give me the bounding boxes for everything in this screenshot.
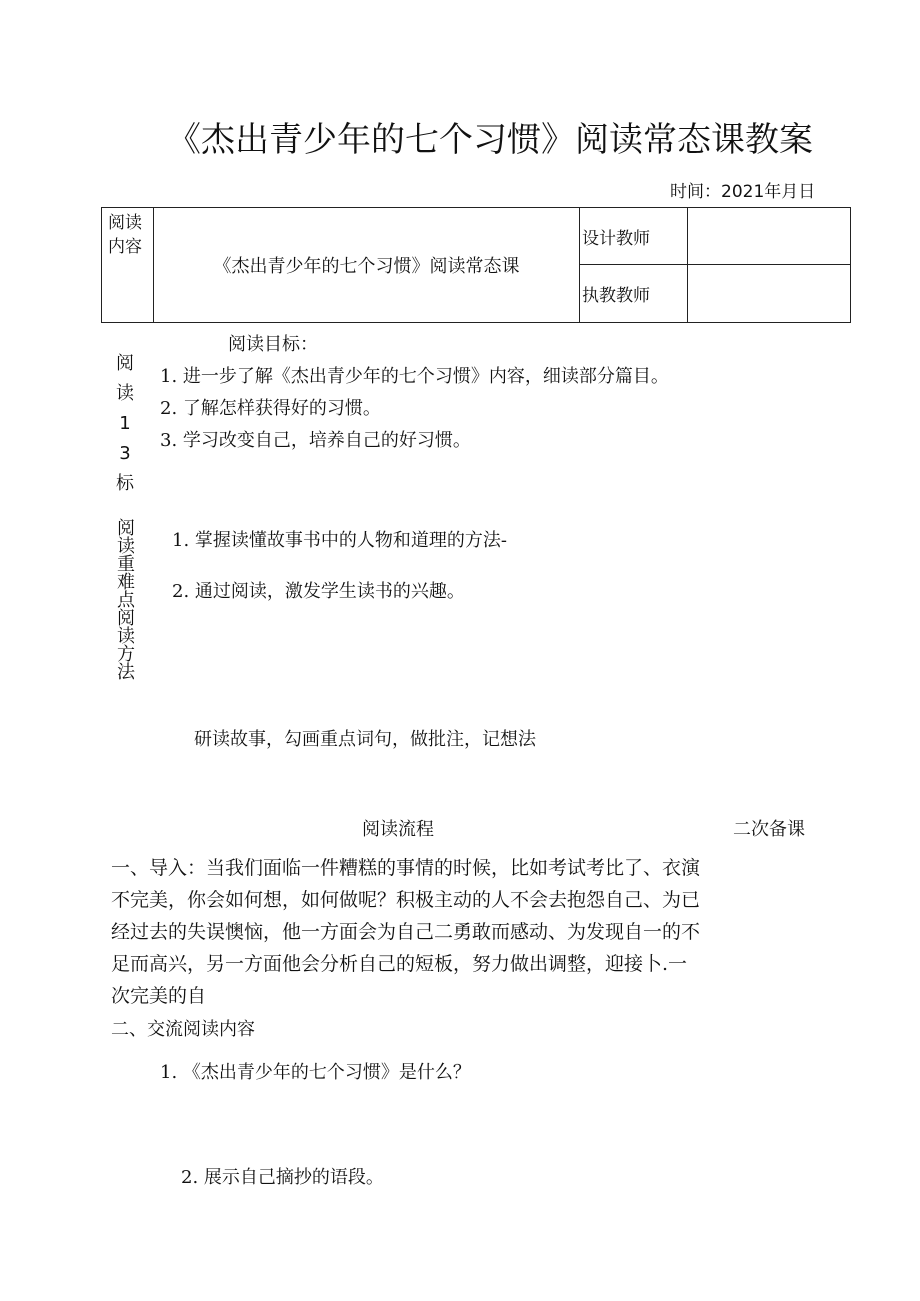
keypoint-item-2: 2. 通过阅读，激发学生读书的兴趣。 bbox=[172, 581, 465, 602]
goal-item-1: 1. 进一步了解《杰出青少年的七个习惯》内容，细读部分篇目。 bbox=[160, 366, 669, 387]
side-char: 标 bbox=[116, 473, 134, 494]
intro-paragraph: 一、导入：当我们面临一件糟糕的事情的时候，比如考试考比了、衣演不完美，你会如何想，如何做呢？积极主动的人不会去抱怨自己、为已经过去的失误懊恼，他一方面会为自己二勇敢而感动、为发现自一的不足而高兴，另一方面他会分析自己的短板，努力做出调整，迎接卜.一次完美的自 bbox=[111, 857, 701, 1007]
second-prep-heading: 二次备课 bbox=[733, 819, 805, 840]
reading-method: 研读故事，勾画重点词句，做批注，记想法 bbox=[194, 729, 536, 750]
course-name: 《杰出青少年的七个习惯》阅读常态课 bbox=[213, 256, 520, 277]
designer-value-cell[interactable] bbox=[688, 208, 851, 265]
goals-heading: 阅读目标： bbox=[228, 334, 318, 355]
side-char: 1 bbox=[119, 413, 131, 434]
goals-side-label bbox=[113, 350, 137, 500]
reading-content-label: 阅读内容 bbox=[108, 213, 142, 257]
side-char: 阅 bbox=[116, 353, 134, 374]
teacher-value-cell[interactable] bbox=[688, 265, 851, 323]
course-name-cell bbox=[154, 208, 580, 323]
keypoints-side-label: 阅读重难点阅读方法 bbox=[114, 518, 135, 680]
flow-heading: 阅读流程 bbox=[362, 819, 434, 840]
date-line: 时间：2021年月日 bbox=[670, 182, 816, 202]
side-char: 3 bbox=[119, 443, 131, 464]
page-title: 《杰出青少年的七个习惯》阅读常态课教案 bbox=[167, 120, 813, 160]
teacher-label: 执教教师 bbox=[582, 286, 650, 306]
reading-content-label-cell bbox=[102, 208, 154, 323]
designer-label-cell bbox=[580, 208, 688, 265]
goal-item-3: 3. 学习改变自己，培养自己的好习惯。 bbox=[160, 430, 471, 451]
keypoint-item-1: 1. 掌握读懂故事书中的人物和道理的方法- bbox=[172, 530, 507, 551]
designer-label: 设计教师 bbox=[582, 228, 650, 249]
goal-item-2: 2. 了解怎样获得好的习惯。 bbox=[160, 398, 381, 419]
side-char: 读 bbox=[116, 383, 134, 404]
question-2: 2. 展示自己摘抄的语段。 bbox=[181, 1167, 384, 1188]
header-table bbox=[101, 207, 851, 323]
question-1: 1. 《杰出青少年的七个习惯》是什么？ bbox=[160, 1062, 471, 1083]
section-two-heading: 二、交流阅读内容 bbox=[111, 1019, 255, 1040]
teacher-label-cell bbox=[580, 265, 688, 323]
